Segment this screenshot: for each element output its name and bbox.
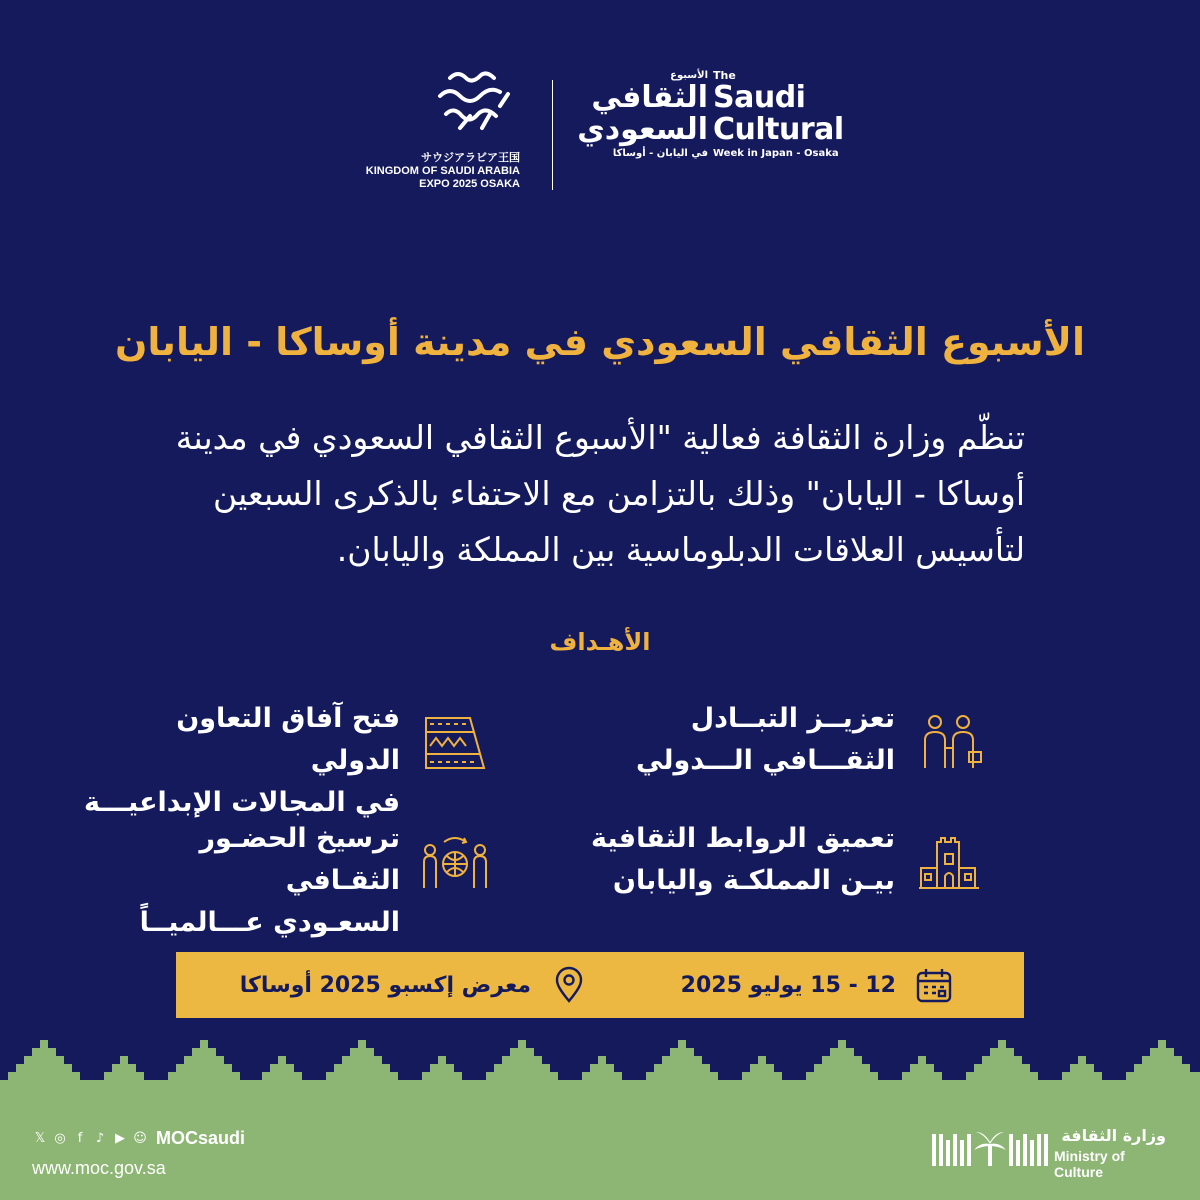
tiktok-icon[interactable]: ♪ <box>95 1131 105 1146</box>
scw-en-tag: Week in Japan - Osaka <box>713 148 839 159</box>
goals-heading: الأهـداف <box>549 628 651 656</box>
ministry-of-culture-logo <box>930 1118 1170 1178</box>
ministry-emblem-mark <box>930 1126 1050 1170</box>
scw-en-line1: Saudi <box>713 80 806 115</box>
goal-line1: ترسيخ الحضـور الثقـافي <box>199 823 400 896</box>
social-links <box>32 1128 245 1149</box>
header-logos <box>340 60 860 200</box>
scw-ar-small: الأسبوع <box>670 70 708 81</box>
location-pin-icon <box>549 965 589 1005</box>
expo-country-text: KINGDOM OF SAUDI ARABIA <box>365 165 520 177</box>
goal-line1: تعزيــز التبــادل <box>690 703 895 734</box>
website-block <box>32 1158 166 1179</box>
goal-line2: في المجالات الإبداعيـــة <box>84 787 400 818</box>
goal-line2: بيـن المملكـة واليابان <box>612 865 895 896</box>
people-exchange-icon <box>915 708 985 778</box>
goal-text <box>575 698 895 782</box>
event-info-bar <box>176 952 1024 1018</box>
youtube-icon[interactable]: ▶ <box>115 1131 125 1146</box>
event-date <box>681 952 954 1018</box>
intro-paragraph: تنظّم وزارة الثقافة فعالية "الأسبوع الثقافي السعودي في مدينة أوساكا - اليابان" وذلك بالتزامن مع الاحتفاء بالذكرى السبعين لتأسيس العلاقات الدبلوماسية بين المملكة واليابان. <box>175 418 1025 569</box>
scw-en-small: The <box>713 69 736 82</box>
goal-line1: تعميق الروابط الثقافية <box>591 823 895 854</box>
goal-item <box>565 698 985 788</box>
goal-item <box>70 698 490 818</box>
website-link[interactable]: www.moc.gov.sa <box>32 1158 166 1178</box>
goal-text <box>80 818 400 944</box>
expo-japanese-text: サウジアラビア王国 <box>421 152 520 164</box>
heritage-building-icon <box>915 828 985 898</box>
scw-ar-line1: الثقافي <box>591 80 708 115</box>
goal-line1: فتح آفاق التعاون الدولي <box>176 703 400 776</box>
x-icon[interactable]: 𝕏 <box>34 1131 46 1146</box>
calendar-icon <box>914 965 954 1005</box>
scw-english-wordmark <box>713 70 844 160</box>
goal-text <box>575 818 895 902</box>
global-presence-icon <box>420 828 490 898</box>
event-venue <box>240 952 589 1018</box>
facebook-icon[interactable]: f <box>77 1131 83 1146</box>
ministry-name-english: Ministry of Culture <box>1054 1148 1125 1180</box>
goal-item <box>565 818 985 908</box>
page-title: الأسبوع الثقافي السعودي في مدينة أوساكا - اليابان <box>114 320 1085 364</box>
scw-ar-tag: في اليابان - أوساكا <box>612 148 708 159</box>
snapchat-icon[interactable]: ☺ <box>133 1131 147 1146</box>
event-date-text: 12 - 15 يوليو 2025 <box>680 972 896 998</box>
logo-divider <box>552 80 553 190</box>
social-handle[interactable]: MOCsaudi <box>156 1128 246 1148</box>
instagram-icon[interactable]: ◎ <box>54 1131 66 1146</box>
saudi-calligraphy-mark <box>430 66 520 136</box>
ministry-name-arabic: وزارة الثقافة <box>1061 1126 1166 1145</box>
scw-ar-line2: السعودي <box>577 112 708 147</box>
expo-2025-logo <box>340 60 540 190</box>
scw-arabic-wordmark <box>577 70 708 160</box>
expo-event-text: EXPO 2025 OSAKA <box>419 178 520 190</box>
scw-en-line2: Cultural <box>713 112 844 147</box>
goal-line2: الثقـــافي الـــدولي <box>636 745 895 776</box>
event-venue-text: معرض إكسبو 2025 أوساكا <box>239 972 531 998</box>
goal-line2: السعـودي عـــالميــاً <box>139 907 400 938</box>
saudi-cultural-week-logo <box>568 70 858 200</box>
goal-item <box>70 818 490 938</box>
sadu-pattern-icon <box>420 708 490 778</box>
goal-text <box>80 698 400 824</box>
